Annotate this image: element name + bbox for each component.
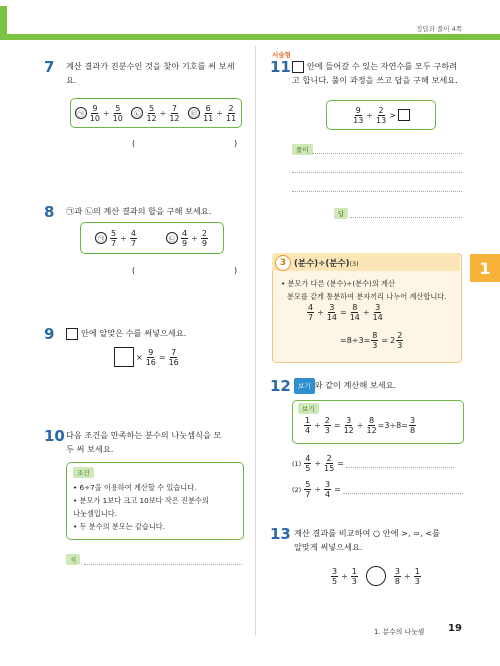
example-label: 보기 [298, 403, 319, 414]
expression-box: $\frac{9}{13}$ ÷ $\frac{2}{13}$ > [326, 100, 436, 130]
condition-box [66, 462, 244, 540]
footer-chapter: 1. 분수의 나눗셈 [374, 628, 425, 636]
mark: ㉠ [75, 107, 87, 119]
condition-item: • 두 분수의 분모는 같습니다. [73, 522, 166, 531]
question-text: ㉠과 ㉡의 계산 결과의 합을 구해 보세요. [66, 206, 212, 216]
choice-b: ㉡ $\frac{4}{9}$ ÷ $\frac{2}{9}$ [166, 229, 209, 248]
concept-number: 3 [275, 255, 291, 271]
answer-line[interactable] [343, 485, 463, 494]
choice-box [70, 98, 242, 128]
concept-desc: • 분모가 다른 (분수)÷(분수)의 계산 분모를 같게 통분하여 분자끼리 나누어 계산합니다. [281, 279, 447, 301]
answer-line[interactable] [346, 459, 454, 468]
answer-label: 식 [66, 554, 80, 565]
question-text: 다음 조건을 만족하는 분수의 나눗셈식을 모 두 써 보세요. [66, 430, 222, 454]
mark: ㉡ [131, 107, 143, 119]
answer-paren-close: ) [234, 266, 238, 275]
running-title: 정답과 풀이 4쪽 [416, 25, 462, 33]
answer-line[interactable] [350, 217, 462, 218]
question-number: 10 [44, 427, 65, 445]
answer-label: 답 [334, 208, 348, 219]
question-text: 안에 알맞은 수를 써넣으세요. [66, 326, 242, 340]
question-number: 11 [270, 58, 291, 76]
answer-line[interactable] [84, 564, 242, 565]
answer-paren-open[interactable]: ( [132, 266, 136, 275]
concept-example-1: $\frac{4}{7}$ ÷ $\frac{3}{14}$ = $\frac{8}{14}$ ÷ $\frac{3}{14}$ [308, 303, 383, 322]
column-divider [255, 46, 256, 636]
q13-comparison: $\frac{3}{5}$ ÷ $\frac{1}{3}$ $\frac{3}{8}$ ÷ $\frac{1}{3}$ [332, 566, 420, 586]
concept-example-2: =8÷3= $\frac{8}{3}$ = 2 $\frac{2}{3}$ [340, 331, 403, 350]
compare-circle[interactable] [366, 566, 386, 586]
blank-box-icon [66, 328, 78, 340]
solution-line[interactable] [292, 172, 462, 173]
example-box [292, 400, 464, 444]
solution-line[interactable] [292, 191, 462, 192]
example-equation: $\frac{1}{4}$ ÷ $\frac{2}{3}$ = $\frac{3}{12}$ ÷ $\frac{8}{12}$ =3÷8= $\frac{3}{8}$ [305, 416, 416, 435]
top-green-bar [0, 34, 500, 40]
choice-box [80, 222, 224, 254]
blank-box-icon [292, 61, 304, 73]
question-number: 12 [270, 377, 291, 395]
question-text: 계산 결과를 비교하여 ○ 안에 >, =, <를 알맞게 써넣으세요. [294, 528, 441, 552]
answer-paren-open[interactable]: ( [132, 139, 136, 148]
condition-item: • 6÷7을 이용하여 계산할 수 있습니다. [73, 483, 197, 492]
choice-b: ㉡ $\frac{5}{12}$ ÷ $\frac{7}{12}$ [131, 104, 180, 123]
choice-a: ㉠ $\frac{5}{7}$ ÷ $\frac{4}{7}$ [95, 229, 138, 248]
question-number: 13 [270, 525, 291, 543]
choice-c: ㉢ $\frac{6}{11}$ ÷ $\frac{2}{11}$ [188, 104, 237, 123]
condition-item: • 분모가 1보다 크고 10보다 작은 진분수의 [73, 496, 209, 505]
solution-label: 풀이 [292, 144, 313, 155]
condition-label: 조건 [73, 467, 94, 478]
concept-title: (분수)÷(분수)(3) [294, 259, 359, 269]
q9-equation: × $\frac{9}{16}$ = $\frac{7}{16}$ [114, 347, 180, 367]
chapter-tab: 1 [470, 254, 500, 282]
page-number: 19 [448, 623, 462, 634]
question-text: 안에 들어갈 수 있는 자연수를 모두 구하려 고 합니다. 풀이 과정을 쓰고 답을 구해 보세요. [292, 61, 458, 85]
problem-1: (1) $\frac{4}{5}$ ÷ $\frac{2}{15}$ = [292, 454, 454, 473]
answer-paren-close: ) [234, 139, 238, 148]
answer-blank[interactable] [114, 347, 134, 367]
descriptive-tag: 서술형 [272, 51, 291, 59]
problem-2: (2) $\frac{5}{7}$ ÷ $\frac{3}{4}$ = [292, 480, 463, 499]
question-number: 9 [44, 325, 55, 343]
condition-item: 나눗셈입니다. [73, 509, 117, 518]
solution-line[interactable] [312, 153, 462, 154]
question-text: 계산 결과가 진분수인 것을 찾아 기호를 써 보세요. [66, 61, 235, 85]
mark: ㉢ [188, 107, 200, 119]
question-number: 8 [44, 203, 55, 221]
blank-box-icon [398, 109, 410, 121]
question-number: 7 [44, 58, 55, 76]
question-text: 보기 와 같이 계산해 보세요. [294, 378, 396, 394]
choice-a: ㉠ $\frac{9}{10}$ ÷ $\frac{5}{10}$ [75, 104, 124, 123]
